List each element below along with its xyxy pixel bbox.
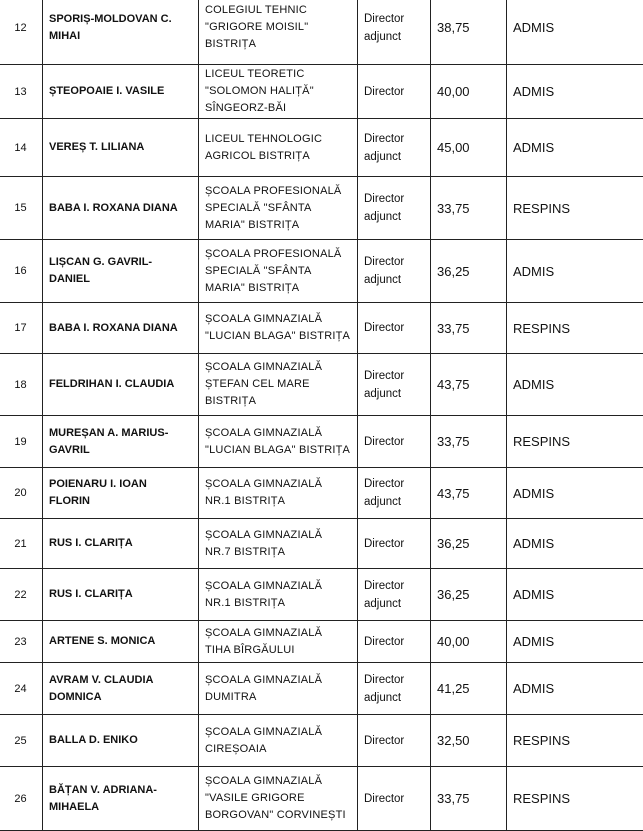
school-name: ȘCOALA GIMNAZIALĂ "LUCIAN BLAGA" BISTRIȚA [199,416,358,468]
score: 33,75 [431,303,507,354]
result-status: RESPINS [507,767,643,831]
candidate-name: BABA I. ROXANA DIANA [43,303,199,354]
candidate-name: LIȘCAN G. GAVRIL- DANIEL [43,240,199,303]
position: Director adjunct [358,354,431,416]
table-row [0,416,643,468]
row-number: 19 [0,416,43,468]
row-number: 17 [0,303,43,354]
candidate-name: POIENARU I. IOAN FLORIN [43,468,199,519]
school-name: ȘCOALA GIMNAZIALĂ CIREȘOAIA [199,715,358,767]
position: Director adjunct [358,468,431,519]
candidate-name: FELDRIHAN I. CLAUDIA [43,354,199,416]
candidate-name: AVRAM V. CLAUDIA DOMNICA [43,663,199,715]
row-number: 24 [0,663,43,715]
row-number: 21 [0,519,43,569]
result-status: ADMIS [507,0,643,65]
table-row [0,519,643,569]
school-name: ȘCOALA PROFESIONALĂ SPECIALĂ "SFÂNTA MARIA" BISTRIȚA [199,240,358,303]
position: Director adjunct [358,663,431,715]
school-name: ȘCOALA GIMNAZIALĂ NR.7 BISTRIȚA [199,519,358,569]
candidate-name: VEREȘ T. LILIANA [43,119,199,177]
row-number: 13 [0,65,43,119]
score: 36,25 [431,240,507,303]
candidate-name: BĂȚAN V. ADRIANA- MIHAELA [43,767,199,831]
table-row [0,177,643,240]
table-row [0,767,643,831]
table-row [0,468,643,519]
candidate-name: BALLA D. ENIKO [43,715,199,767]
candidate-name: RUS I. CLARIȚA [43,519,199,569]
position: Director adjunct [358,240,431,303]
candidate-name: MUREȘAN A. MARIUS- GAVRIL [43,416,199,468]
result-status: ADMIS [507,621,643,663]
score: 36,25 [431,569,507,621]
score: 43,75 [431,354,507,416]
score: 43,75 [431,468,507,519]
candidate-name: BABA I. ROXANA DIANA [43,177,199,240]
school-name: ȘCOALA GIMNAZIALĂ "VASILE GRIGORE BORGOVAN" CORVINEȘTI [199,767,358,831]
position: Director [358,715,431,767]
result-status: ADMIS [507,468,643,519]
candidate-name: ȘTEOPOAIE I. VASILE [43,65,199,119]
table-row [0,715,643,767]
row-number: 22 [0,569,43,621]
position: Director [358,303,431,354]
table-row [0,65,643,119]
score: 32,50 [431,715,507,767]
candidate-name: RUS I. CLARIȚA [43,569,199,621]
school-name: ȘCOALA GIMNAZIALĂ NR.1 BISTRIȚA [199,569,358,621]
table-row [0,663,643,715]
school-name: ȘCOALA GIMNAZIALĂ "LUCIAN BLAGA" BISTRIȚA [199,303,358,354]
position: Director adjunct [358,0,431,65]
row-number: 25 [0,715,43,767]
score: 40,00 [431,65,507,119]
position: Director adjunct [358,569,431,621]
row-number: 16 [0,240,43,303]
row-number: 12 [0,0,43,65]
score: 36,25 [431,519,507,569]
school-name: LICEUL TEORETIC "SOLOMON HALIȚĂ" SÎNGEORZ-BĂI [199,65,358,119]
table-row [0,0,643,65]
position: Director adjunct [358,119,431,177]
result-status: ADMIS [507,663,643,715]
score: 45,00 [431,119,507,177]
result-status: RESPINS [507,303,643,354]
result-status: RESPINS [507,416,643,468]
result-status: ADMIS [507,119,643,177]
row-number: 20 [0,468,43,519]
position: Director [358,519,431,569]
score: 33,75 [431,767,507,831]
result-status: RESPINS [507,715,643,767]
school-name: ȘCOALA GIMNAZIALĂ NR.1 BISTRIȚA [199,468,358,519]
score: 33,75 [431,416,507,468]
table-row [0,569,643,621]
school-name: LICEUL TEHNOLOGIC AGRICOL BISTRIȚA [199,119,358,177]
school-name: ȘCOALA GIMNAZIALĂ DUMITRA [199,663,358,715]
table-row [0,621,643,663]
result-status: ADMIS [507,569,643,621]
row-number: 26 [0,767,43,831]
row-number: 14 [0,119,43,177]
row-number: 23 [0,621,43,663]
score: 41,25 [431,663,507,715]
position: Director adjunct [358,177,431,240]
result-status: RESPINS [507,177,643,240]
row-number: 15 [0,177,43,240]
position: Director [358,621,431,663]
position: Director [358,65,431,119]
score: 40,00 [431,621,507,663]
table-row [0,303,643,354]
school-name: ȘCOALA GIMNAZIALĂ ȘTEFAN CEL MARE BISTRIȚA [199,354,358,416]
result-status: ADMIS [507,65,643,119]
table-row [0,119,643,177]
row-number: 18 [0,354,43,416]
result-status: ADMIS [507,354,643,416]
score: 33,75 [431,177,507,240]
school-name: ȘCOALA PROFESIONALĂ SPECIALĂ "SFÂNTA MARIA" BISTRIȚA [199,177,358,240]
score: 38,75 [431,0,507,65]
position: Director [358,416,431,468]
school-name: ȘCOALA GIMNAZIALĂ TIHA BÎRGĂULUI [199,621,358,663]
candidate-name: ARTENE S. MONICA [43,621,199,663]
table-row [0,354,643,416]
result-status: ADMIS [507,519,643,569]
school-name: COLEGIUL TEHNIC "GRIGORE MOISIL" BISTRIȚA [199,0,358,65]
candidate-name: SPORIȘ-MOLDOVAN C. MIHAI [43,0,199,65]
table-row [0,240,643,303]
position: Director [358,767,431,831]
result-status: ADMIS [507,240,643,303]
